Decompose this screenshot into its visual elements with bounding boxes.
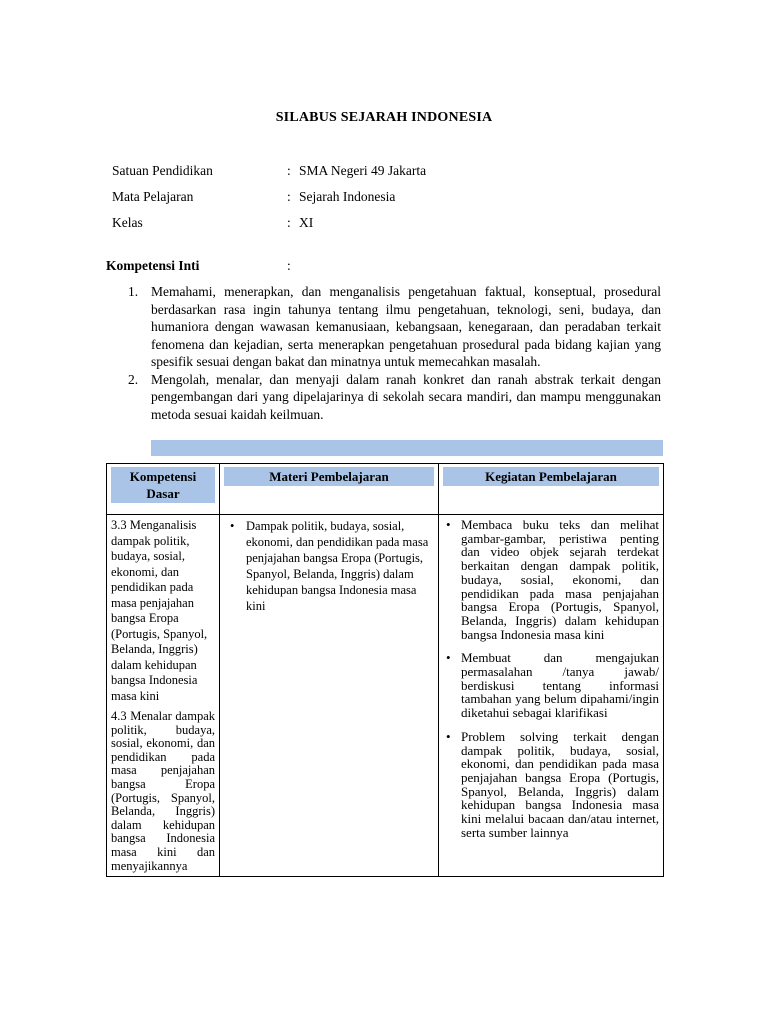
bullet-icon: • — [446, 517, 451, 532]
identity-label: Satuan Pendidikan — [112, 163, 213, 178]
table-header-row — [107, 464, 664, 515]
kd-item: 3.3 Menganalisis dampak politik, budaya, sosial, ekonomi, dan pendidikan pada masa penjajahan bangsa Eropa (Portugis, Spanyol, Belanda, Inggris) dalam kehidupan bangsa Indonesia masa kini — [111, 518, 208, 703]
kompetensi-inti-colon: : — [287, 258, 291, 273]
header-cell-kd — [107, 464, 220, 515]
kompetensi-inti-item — [128, 371, 661, 424]
cell-materi — [220, 515, 439, 877]
header-kompetensi-dasar: Kompetensi Dasar — [111, 467, 215, 503]
kegiatan-text: Problem solving terkait dengan dampak politik, budaya, sosial, ekonomi, dan pendidikan pada masa penjajahan bangsa Eropa (Portugis, Spanyol, Belanda, Inggris) dalam kehidupan bangsa Indonesia masa kini melalui bacaan dan/atau internet, serta sumber lainnya — [461, 728, 659, 840]
identity-value: SMA Negeri 49 Jakarta — [299, 163, 427, 178]
kegiatan-item — [443, 730, 659, 840]
syllabus-table — [106, 463, 664, 877]
header-cell-materi — [220, 464, 439, 515]
header-materi-pembelajaran: Materi Pembelajaran — [224, 467, 434, 486]
identity-colon: : — [287, 163, 291, 178]
kegiatan-text: Membuat dan mengajukan permasalahan /tanya jawab/ berdiskusi tentang informasi tambahan yang belum dipahami/ingin diketahui sebagai klarifikasi — [461, 650, 659, 721]
identity-label: Mata Pelajaran — [112, 189, 194, 204]
kd-item: 4.3 Menalar dampak politik, budaya, sosial, ekonomi, dan pendidikan pada masa penjajahan bangsa Eropa (Portugis, Spanyol, Belanda, Inggris) dalam kehidupan bangsa Indonesia masa kini dan menyajikannya — [111, 709, 215, 873]
highlight-bar — [151, 440, 663, 456]
cell-kegiatan — [439, 515, 664, 877]
identity-colon: : — [287, 189, 291, 204]
identity-value: Sejarah Indonesia — [299, 189, 396, 204]
table-row — [107, 515, 664, 877]
kompetensi-inti-list — [128, 283, 661, 423]
item-text: Mengolah, menalar, dan menyaji dalam ranah konkret dan ranah abstrak terkait dengan pengembangan dari yang dipelajarinya di sekolah secara mandiri, dan mampu menggunakan metoda sesuai kaidah keilmuan. — [151, 371, 661, 422]
kompetensi-inti-item — [128, 283, 661, 371]
item-number: 1. — [128, 284, 139, 299]
identity-colon: : — [287, 215, 291, 230]
kompetensi-inti-heading: Kompetensi Inti — [106, 258, 200, 273]
identity-label: Kelas — [112, 215, 143, 230]
kegiatan-item — [443, 518, 659, 641]
kegiatan-text: Membaca buku teks dan melihat gambar-gambar, peristiwa penting dan video objek sejarah terdekat berkaitan dengan dampak politik, budaya, sosial, ekonomi, dan pendidikan pada masa penjajahan bangsa Eropa (Portugis, Spanyol, Belanda, Inggris) dalam kehidupan bangsa Indonesia masa kini — [461, 517, 659, 642]
bullet-icon: • — [446, 728, 451, 744]
header-cell-kegiatan — [439, 464, 664, 515]
item-number: 2. — [128, 371, 139, 387]
materi-text: Dampak politik, budaya, sosial, ekonomi, dan pendidikan pada masa penjajahan bangsa Eropa (Portugis, Spanyol, Belanda, Inggris) dalam kehidupan bangsa Indonesia masa kini — [246, 519, 429, 613]
header-kegiatan-pembelajaran: Kegiatan Pembelajaran — [443, 467, 659, 486]
kegiatan-item — [443, 651, 659, 720]
cell-kompetensi-dasar — [107, 515, 220, 877]
bullet-icon: • — [446, 650, 451, 666]
document-title: SILABUS SEJARAH INDONESIA — [275, 110, 493, 125]
item-text: Memahami, menerapkan, dan menganalisis pengetahuan faktual, konseptual, prosedural berdasarkan rasa ingin tahunya tentang ilmu pengetahuan, teknologi, seni, budaya, dan humaniora dengan wawasan kemanusiaan, kebangsaan, kenegaraan, dan peradaban terkait fenomena dan kejadian, serta menerapkan pengetahuan prosedural pada bidang kajian yang spesifik sesuai dengan bakat dan minatnya untuk memecahkan masalah. — [151, 284, 661, 369]
bullet-icon: • — [230, 519, 235, 533]
identity-value: XI — [299, 215, 314, 230]
materi-item — [224, 518, 434, 614]
